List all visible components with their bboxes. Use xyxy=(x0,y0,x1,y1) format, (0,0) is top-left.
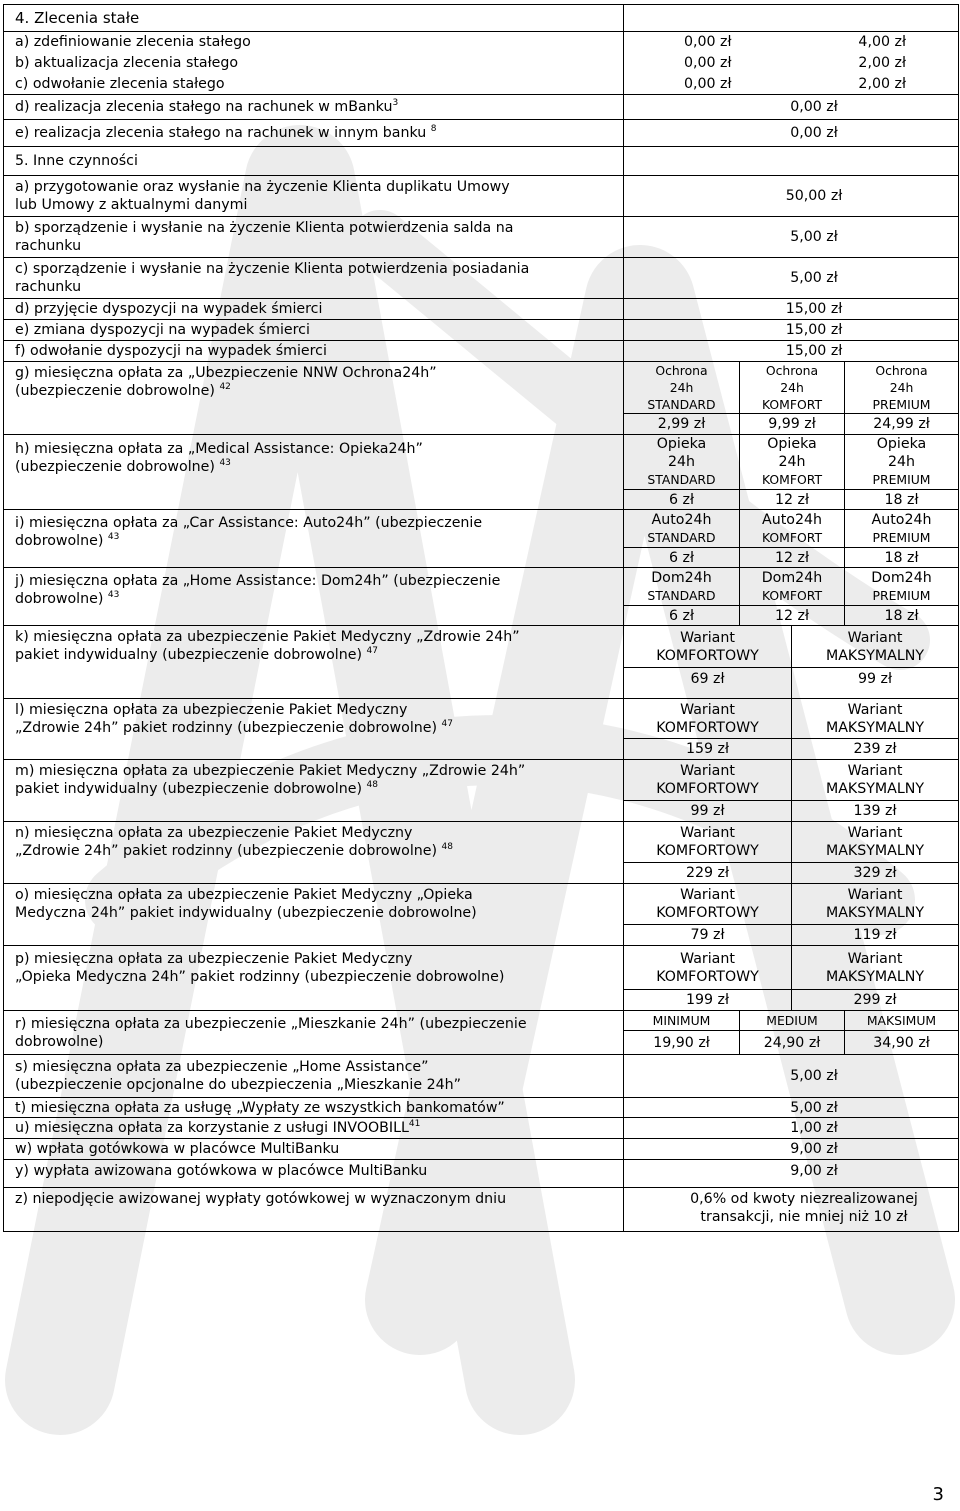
fee-value: 5,00 zł xyxy=(624,258,959,299)
variant-header xyxy=(624,362,740,414)
table-row xyxy=(4,946,959,990)
variant-line: 24h xyxy=(780,380,804,395)
fee-value: 79 zł xyxy=(624,925,792,946)
variant-line: Wariant xyxy=(847,887,903,903)
footnote-ref: 47 xyxy=(366,646,378,656)
row-label-line: „Zdrowie 24h” pakiet rodzinny (ubezpieczenie dobrowolne) xyxy=(15,843,438,859)
table-row xyxy=(4,1055,959,1098)
fee-value: 24,90 zł xyxy=(740,1031,845,1055)
variant-line: Wariant xyxy=(847,950,903,967)
fee-value: 119 zł xyxy=(792,925,959,946)
fee-value: 229 zł xyxy=(624,863,792,884)
footnote-ref: 3 xyxy=(392,98,399,108)
variant-line: Auto24h xyxy=(651,511,712,528)
fee-value: 9,00 zł xyxy=(624,1160,959,1188)
variant-line: PREMIUM xyxy=(872,529,931,545)
variant-line: Wariant xyxy=(680,950,735,967)
variant-header xyxy=(624,760,792,801)
fee-value: 15,00 zł xyxy=(624,320,959,341)
variant-line: Wariant xyxy=(847,825,903,841)
row-label-line: i) miesięczna opłata za „Car Assistance: Auto24h” (ubezpieczenie xyxy=(15,515,483,531)
table-row xyxy=(4,1098,959,1118)
row-label: z) niepodjęcie awizowanej wypłaty gotówkowej w wyznaczonym dniu xyxy=(4,1188,624,1232)
variant-header xyxy=(624,568,740,606)
table-row xyxy=(4,822,959,863)
table-row xyxy=(4,626,959,668)
variant-line: KOMFORTOWY xyxy=(656,719,759,736)
table-row xyxy=(4,1139,959,1160)
variant-line: MAKSYMALNY xyxy=(825,843,925,859)
row-label-line: „Opieka Medyczna 24h” pakiet rodzinny (ubezpieczenie dobrowolne) xyxy=(15,969,505,985)
variant-header xyxy=(740,568,845,606)
fee-value: 159 zł xyxy=(624,739,792,760)
table-row xyxy=(4,1118,959,1139)
row-label-line: (ubezpieczenie opcjonalne do ubezpieczenia „Mieszkanie 24h” xyxy=(15,1077,461,1093)
fee-value: 19,90 zł xyxy=(624,1031,740,1055)
fee-value: 50,00 zł xyxy=(624,176,959,217)
fee-value: 34,90 zł xyxy=(845,1031,959,1055)
variant-line: MAKSYMALNY xyxy=(825,781,925,797)
row-label: a) zdefiniowanie zlecenia stałego xyxy=(4,32,624,53)
row-label-text: u) miesięczna opłata za korzystanie z usługi INVOOBILL xyxy=(15,1120,409,1136)
variant-line: Wariant xyxy=(847,763,903,779)
fee-table xyxy=(3,4,959,1232)
fee-value: 0,00 zł xyxy=(624,120,959,147)
variant-header xyxy=(624,510,740,548)
fee-value: 2,00 zł xyxy=(792,53,959,74)
variant-line: PREMIUM xyxy=(872,397,931,412)
variant-header xyxy=(792,699,959,739)
variant-header xyxy=(624,435,740,490)
variant-line: STANDARD xyxy=(647,397,716,412)
table-row xyxy=(4,217,959,258)
row-label-text: e) realizacja zlecenia stałego na rachunek w innym banku xyxy=(15,125,427,141)
variant-header xyxy=(792,760,959,801)
variant-header xyxy=(845,510,959,548)
fee-value: 18 zł xyxy=(845,606,959,626)
variant-line: KOMFORT xyxy=(761,529,823,545)
variant-line: Opieka xyxy=(876,436,927,452)
variant-header xyxy=(792,884,959,925)
table-row xyxy=(4,120,959,147)
variant-line: KOMFORT xyxy=(761,587,823,603)
variant-line: KOMFORTOWY xyxy=(656,968,759,985)
variant-header xyxy=(845,435,959,490)
variant-line: Wariant xyxy=(847,701,903,718)
table-row xyxy=(4,341,959,362)
footnote-ref: 8 xyxy=(430,124,437,134)
row-label xyxy=(4,435,624,510)
variant-line: MAKSYMALNY xyxy=(825,647,925,664)
variant-line: Ochrona xyxy=(655,363,708,378)
variant-line: PREMIUM xyxy=(872,472,931,487)
fee-value: 12 zł xyxy=(740,490,845,510)
table-row xyxy=(4,53,959,74)
row-label xyxy=(4,258,624,299)
section-5-title: 5. Inne czynności xyxy=(4,147,624,176)
variant-line: KOMFORTOWY xyxy=(656,781,759,797)
row-label: b) aktualizacja zlecenia stałego xyxy=(4,53,624,74)
fee-value: 5,00 zł xyxy=(624,1098,959,1118)
variant-line: Auto24h xyxy=(762,511,822,528)
fee-value: 12 zł xyxy=(740,548,845,568)
row-label: c) odwołanie zlecenia stałego xyxy=(4,74,624,95)
fee-value-line: transakcji, nie mniej niż 10 zł xyxy=(700,1209,908,1225)
variant-line: PREMIUM xyxy=(872,587,931,603)
variant-line: Auto24h xyxy=(871,511,932,528)
table-row xyxy=(4,74,959,95)
row-label xyxy=(4,1118,624,1139)
table-row xyxy=(4,699,959,739)
fee-value: 69 zł xyxy=(624,668,792,699)
footnote-ref: 43 xyxy=(107,590,120,600)
table-row xyxy=(4,362,959,414)
variant-line: STANDARD xyxy=(647,529,716,545)
footnote-ref: 42 xyxy=(219,382,231,392)
variant-line: Dom24h xyxy=(761,569,823,586)
variant-header xyxy=(845,568,959,606)
variant-line: 24h xyxy=(778,454,806,470)
variant-line: KOMFORTOWY xyxy=(656,843,759,859)
row-label-line: h) miesięczna opłata za „Medical Assistance: Opieka24h” xyxy=(15,441,423,457)
table-row xyxy=(4,510,959,548)
fee-value: 99 zł xyxy=(792,668,959,699)
variant-line: MAKSYMALNY xyxy=(825,719,925,736)
fee-value: 6 zł xyxy=(624,548,740,568)
table-row xyxy=(4,299,959,320)
table-row xyxy=(4,568,959,606)
footnote-ref: 48 xyxy=(441,842,453,852)
fee-value: 299 zł xyxy=(792,990,959,1011)
fee-value: 12 zł xyxy=(740,606,845,626)
table-row xyxy=(4,320,959,341)
row-label xyxy=(4,362,624,435)
row-label xyxy=(4,946,624,1011)
row-label-line: dobrowolne) xyxy=(15,533,104,549)
section-5-title-row xyxy=(4,147,959,176)
row-label xyxy=(4,1011,624,1055)
row-label: w) wpłata gotówkowa w placówce MultiBanku xyxy=(4,1139,624,1160)
row-label xyxy=(4,760,624,822)
footnote-ref: 41 xyxy=(408,1119,421,1129)
footnote-ref: 43 xyxy=(219,458,231,468)
row-label xyxy=(4,568,624,626)
variant-header: MEDIUM xyxy=(740,1011,845,1031)
fee-value: 6 zł xyxy=(624,490,740,510)
variant-line: Wariant xyxy=(680,825,735,841)
variant-header xyxy=(624,946,792,990)
row-label-line: rachunku xyxy=(15,238,82,254)
section-4-title-row xyxy=(4,5,959,32)
fee-value: 0,00 zł xyxy=(624,32,792,53)
variant-line: STANDARD xyxy=(647,587,716,603)
fee-value: 199 zł xyxy=(624,990,792,1011)
row-label-line: dobrowolne) xyxy=(15,591,104,607)
row-label: e) zmiana dyspozycji na wypadek śmierci xyxy=(4,320,624,341)
row-label: y) wypłata awizowana gotówkowa w placówce MultiBanku xyxy=(4,1160,624,1188)
row-label xyxy=(4,626,624,699)
footnote-ref: 48 xyxy=(366,780,378,790)
row-label-line: dobrowolne) xyxy=(15,1034,104,1050)
variant-header xyxy=(740,510,845,548)
row-label-line: (ubezpieczenie dobrowolne) xyxy=(15,383,215,399)
variant-line: KOMFORT xyxy=(761,472,823,487)
row-label-line: c) sporządzenie i wysłanie na życzenie Klienta potwierdzenia posiadania xyxy=(15,261,530,277)
fee-value: 5,00 zł xyxy=(624,1055,959,1098)
fee-value: 0,00 zł xyxy=(624,95,959,120)
row-label-line: g) miesięczna opłata za „Ubezpieczenie NNW Ochrona24h” xyxy=(15,365,437,381)
variant-header xyxy=(792,822,959,863)
row-label-line: rachunku xyxy=(15,279,82,295)
variant-header xyxy=(792,626,959,668)
empty-cell xyxy=(624,5,959,32)
variant-line: KOMFORT xyxy=(761,397,823,412)
row-label-line: k) miesięczna opłata za ubezpieczenie Pakiet Medyczny „Zdrowie 24h” xyxy=(15,629,520,645)
table-row xyxy=(4,176,959,217)
row-label-line: (ubezpieczenie dobrowolne) xyxy=(15,459,215,475)
empty-cell xyxy=(624,147,959,176)
variant-line: KOMFORTOWY xyxy=(656,905,759,921)
variant-header: MAKSIMUM xyxy=(845,1011,959,1031)
table-row xyxy=(4,1160,959,1188)
row-label xyxy=(4,884,624,946)
row-label-line: pakiet indywidualny (ubezpieczenie dobrowolne) xyxy=(15,781,362,797)
table-row xyxy=(4,435,959,490)
variant-header xyxy=(624,626,792,668)
fee-value: 0,00 zł xyxy=(624,53,792,74)
variant-line: Ochrona xyxy=(875,363,928,378)
row-label-line: j) miesięczna opłata za „Home Assistance: Dom24h” (ubezpieczenie xyxy=(15,573,501,589)
row-label xyxy=(4,510,624,568)
fee-value: 18 zł xyxy=(845,548,959,568)
table-row xyxy=(4,258,959,299)
variant-line: KOMFORTOWY xyxy=(656,647,759,664)
row-label-line: m) miesięczna opłata za ubezpieczenie Pakiet Medyczny „Zdrowie 24h” xyxy=(15,763,526,779)
fee-value: 239 zł xyxy=(792,739,959,760)
variant-header: MINIMUM xyxy=(624,1011,740,1031)
table-row xyxy=(4,32,959,53)
row-label-line: o) miesięczna opłata za ubezpieczenie Pakiet Medyczny „Opieka xyxy=(15,887,473,903)
row-label-line: b) sporządzenie i wysłanie na życzenie Klienta potwierdzenia salda na xyxy=(15,220,514,236)
row-label-line: p) miesięczna opłata za ubezpieczenie Pakiet Medyczny xyxy=(15,951,413,967)
fee-value: 2,99 zł xyxy=(624,414,740,435)
fee-value: 9,99 zł xyxy=(740,414,845,435)
fee-value: 2,00 zł xyxy=(792,74,959,95)
fee-value: 329 zł xyxy=(792,863,959,884)
table-row xyxy=(4,760,959,801)
variant-header xyxy=(740,362,845,414)
row-label-line: r) miesięczna opłata za ubezpieczenie „Mieszkanie 24h” (ubezpieczenie xyxy=(15,1016,527,1032)
fee-value: 18 zł xyxy=(845,490,959,510)
row-label-line: s) miesięczna opłata za ubezpieczenie „Home Assistance” xyxy=(15,1059,429,1075)
fee-value: 0,00 zł xyxy=(624,74,792,95)
variant-line: Wariant xyxy=(680,763,735,779)
fee-value-line: 0,6% od kwoty niezrealizowanej xyxy=(690,1191,918,1207)
fee-value: 15,00 zł xyxy=(624,341,959,362)
table-row xyxy=(4,1011,959,1031)
variant-line: STANDARD xyxy=(647,472,716,487)
variant-line: 24h xyxy=(669,380,694,395)
fee-value: 1,00 zł xyxy=(624,1118,959,1139)
row-label-line: a) przygotowanie oraz wysłanie na życzenie Klienta duplikatu Umowy xyxy=(15,179,510,195)
table-row xyxy=(4,1188,959,1232)
variant-header xyxy=(624,822,792,863)
variant-header xyxy=(624,884,792,925)
row-label: f) odwołanie dyspozycji na wypadek śmierci xyxy=(4,341,624,362)
variant-line: MAKSYMALNY xyxy=(825,905,925,921)
fee-value xyxy=(624,1188,959,1232)
row-label xyxy=(4,95,624,120)
variant-header xyxy=(845,362,959,414)
row-label: t) miesięczna opłata za usługę „Wypłaty ze wszystkich bankomatów” xyxy=(4,1098,624,1118)
variant-line: Ochrona xyxy=(765,363,819,378)
variant-line: Dom24h xyxy=(871,569,932,586)
variant-line: MAKSYMALNY xyxy=(825,968,925,985)
fee-value: 5,00 zł xyxy=(624,217,959,258)
variant-line: 24h xyxy=(889,380,914,395)
footnote-ref: 47 xyxy=(441,719,453,729)
variant-line: 24h xyxy=(667,454,696,470)
fee-value: 99 zł xyxy=(624,801,792,822)
variant-header xyxy=(792,946,959,990)
variant-line: Opieka xyxy=(767,436,817,452)
row-label: d) przyjęcie dyspozycji na wypadek śmierci xyxy=(4,299,624,320)
variant-line: Wariant xyxy=(680,887,735,903)
fee-value: 24,99 zł xyxy=(845,414,959,435)
row-label xyxy=(4,699,624,760)
variant-header xyxy=(624,699,792,739)
row-label-text: d) realizacja zlecenia stałego na rachunek w mBanku xyxy=(15,99,393,115)
row-label-line: l) miesięczna opłata za ubezpieczenie Pakiet Medyczny xyxy=(15,702,408,718)
table-row xyxy=(4,884,959,925)
variant-line: Opieka xyxy=(656,436,707,452)
variant-line: Wariant xyxy=(680,701,735,718)
row-label-line: Medyczna 24h” pakiet indywidualny (ubezpieczenie dobrowolne) xyxy=(15,905,477,921)
fee-value: 15,00 zł xyxy=(624,299,959,320)
fee-value: 9,00 zł xyxy=(624,1139,959,1160)
variant-line: 24h xyxy=(887,454,916,470)
row-label xyxy=(4,120,624,147)
fee-value: 139 zł xyxy=(792,801,959,822)
section-4-title: 4. Zlecenia stałe xyxy=(4,5,624,32)
footnote-ref: 43 xyxy=(107,532,120,542)
variant-line: Dom24h xyxy=(651,569,712,586)
variant-line: Wariant xyxy=(847,629,903,646)
row-label xyxy=(4,176,624,217)
row-label xyxy=(4,217,624,258)
row-label-line: lub Umowy z aktualnymi danymi xyxy=(15,197,248,213)
table-row xyxy=(4,95,959,120)
fee-value: 6 zł xyxy=(624,606,740,626)
row-label-line: n) miesięczna opłata za ubezpieczenie Pakiet Medyczny xyxy=(15,825,413,841)
variant-header xyxy=(740,435,845,490)
row-label-line: „Zdrowie 24h” pakiet rodzinny (ubezpieczenie dobrowolne) xyxy=(15,720,438,736)
row-label xyxy=(4,822,624,884)
page-number: 3 xyxy=(932,1484,944,1505)
variant-line: Wariant xyxy=(680,629,735,646)
row-label xyxy=(4,1055,624,1098)
fee-value: 4,00 zł xyxy=(792,32,959,53)
row-label-line: pakiet indywidualny (ubezpieczenie dobrowolne) xyxy=(15,647,362,663)
